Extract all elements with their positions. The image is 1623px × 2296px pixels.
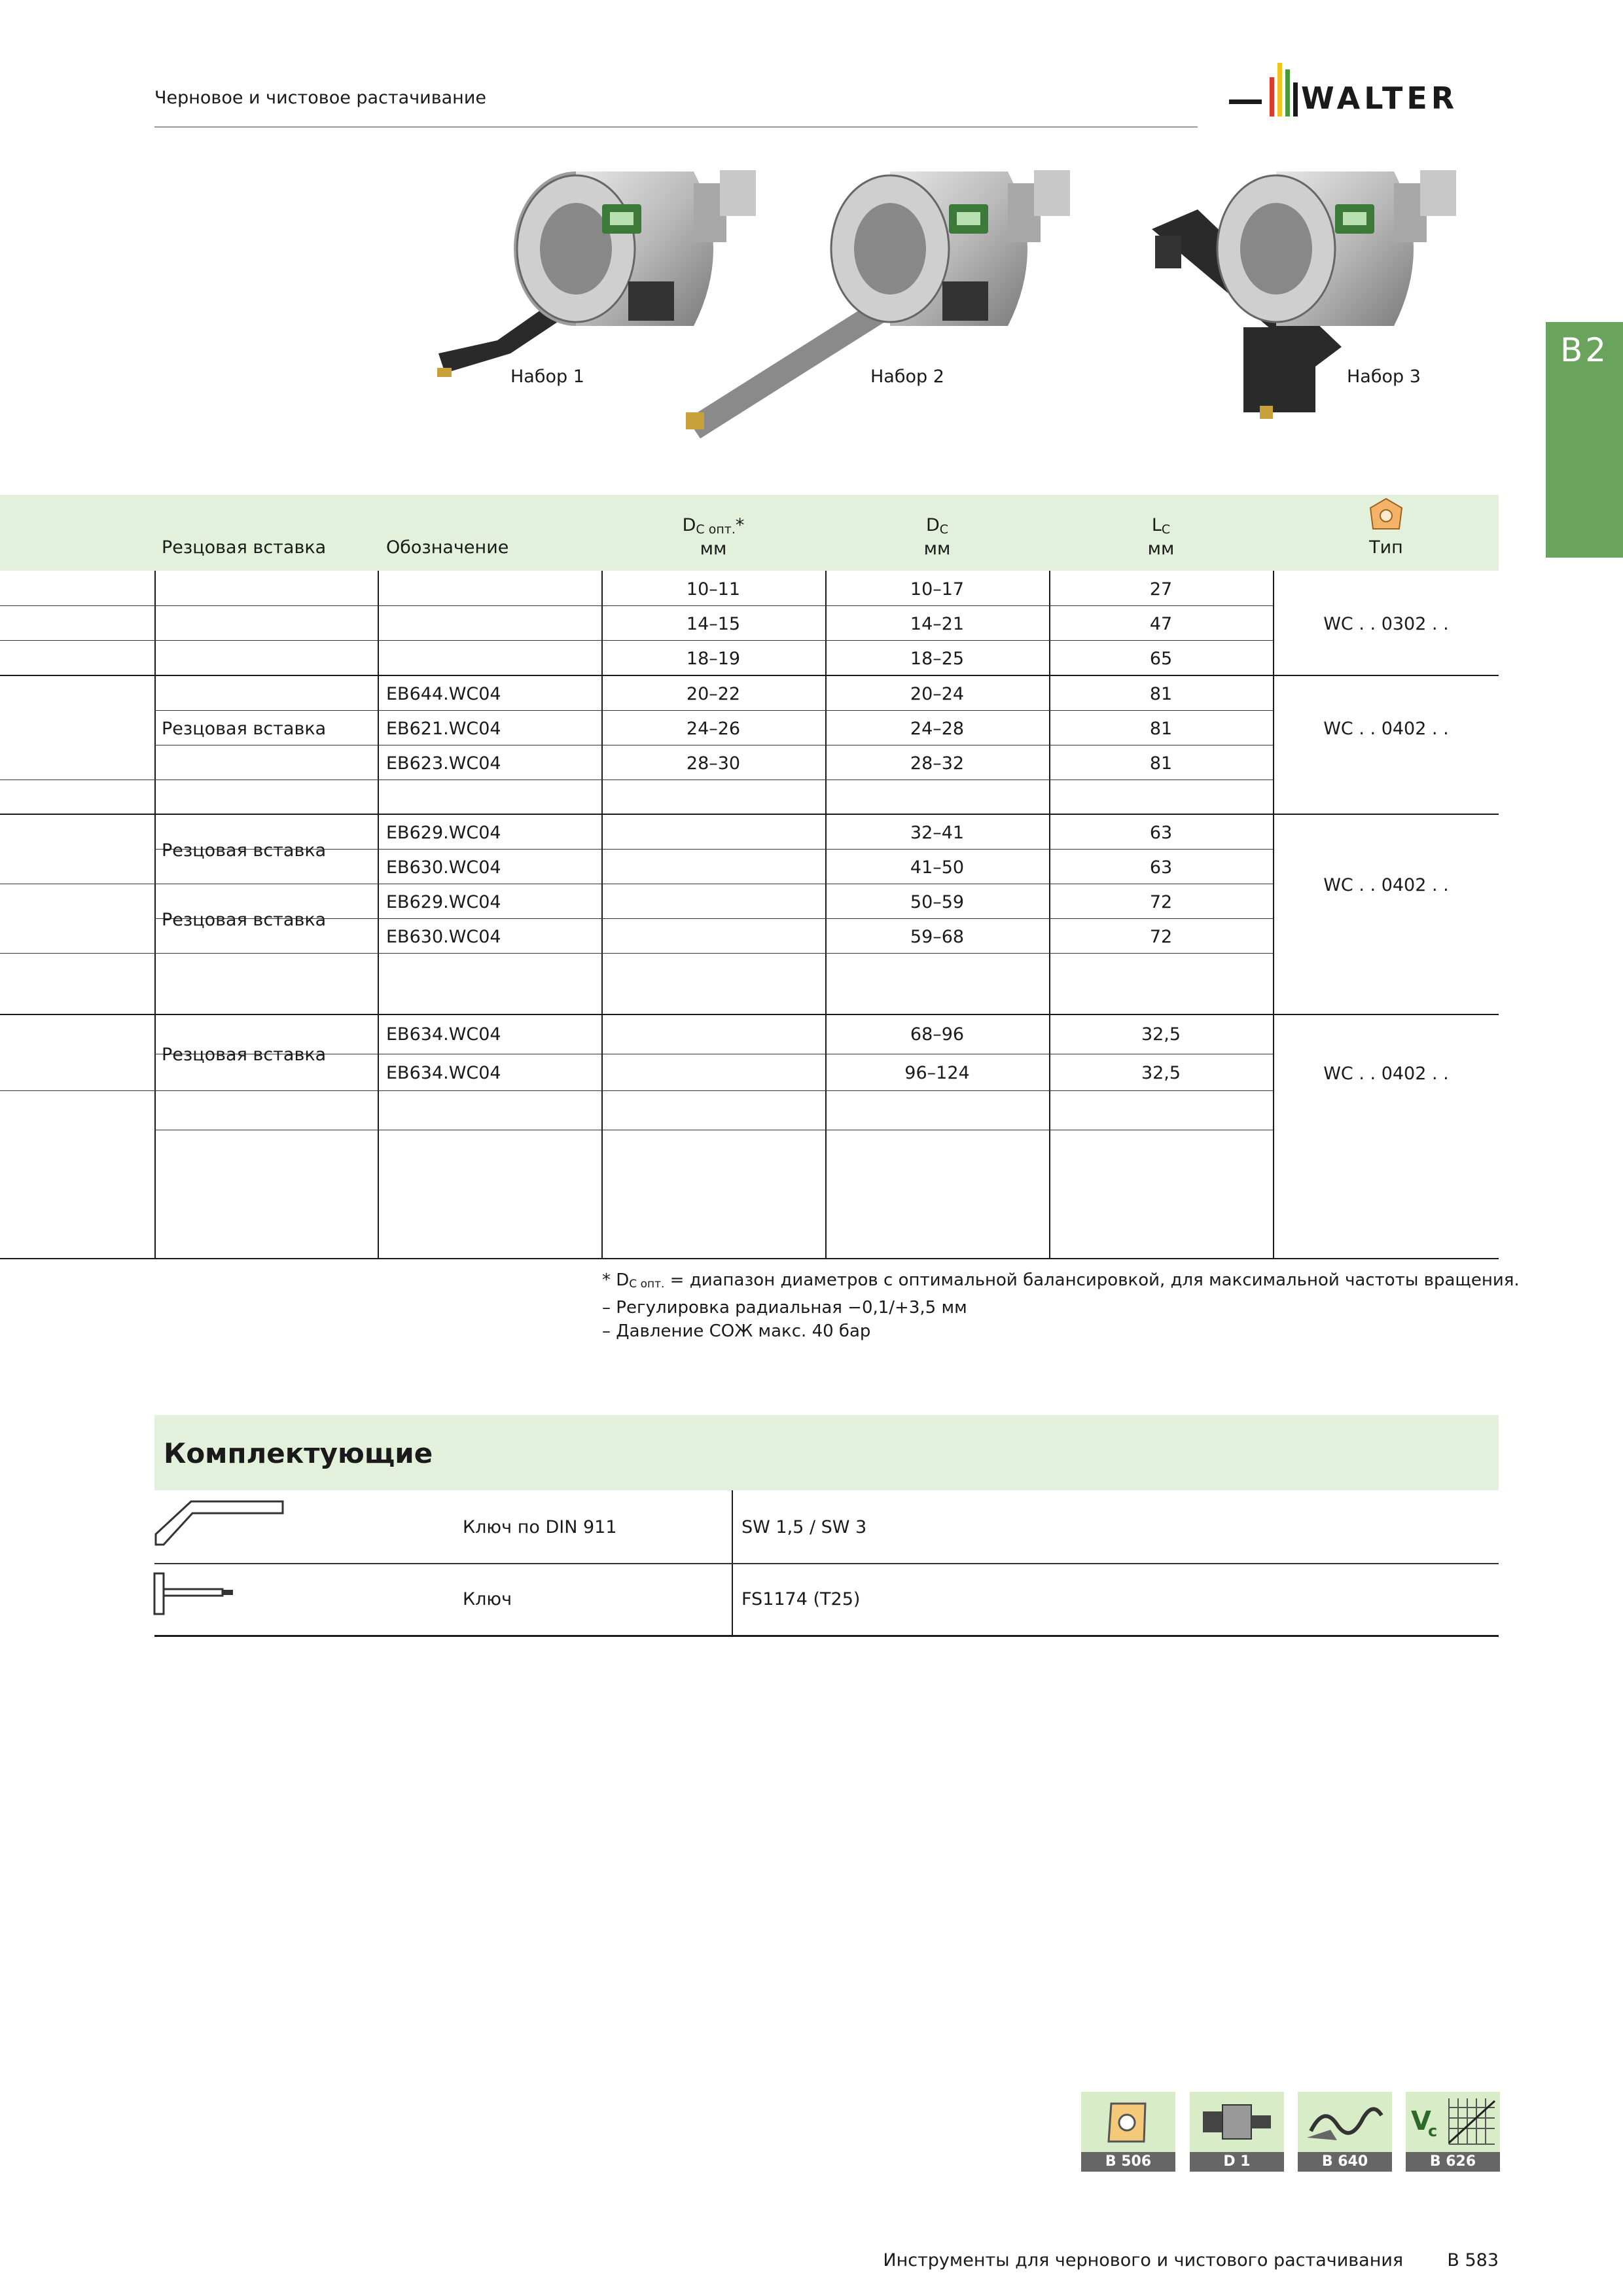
table-cell-lc: 81 bbox=[1149, 684, 1173, 704]
table-cell-lc: 65 bbox=[1149, 649, 1173, 669]
accessories-header bbox=[154, 1415, 1499, 1490]
brand-name: WALTER bbox=[1301, 81, 1459, 116]
page-footer bbox=[883, 2250, 1499, 2270]
col-header-insert: Резцовая вставка bbox=[162, 537, 327, 558]
table-column-rule bbox=[378, 571, 379, 1259]
table-row-rule bbox=[0, 1090, 1273, 1091]
set-1-label: Набор 1 bbox=[510, 367, 584, 387]
table-cell-dcopt: 18–19 bbox=[686, 649, 741, 669]
table-cell-designation: EB630.WC04 bbox=[386, 857, 501, 878]
hex-key-icon bbox=[152, 1498, 293, 1550]
table-cell-dc: 59–68 bbox=[910, 927, 965, 947]
header-divider bbox=[154, 126, 1198, 128]
col-header-designation: Обозначение bbox=[386, 537, 509, 558]
accessory-name: Ключ bbox=[463, 1589, 512, 1609]
table-cell-dc: 28–32 bbox=[910, 753, 965, 774]
table-cell-dcopt: 24–26 bbox=[686, 719, 741, 739]
table-cell-type: WC . . 0402 . . bbox=[1323, 1064, 1449, 1084]
table-cell-designation: EB629.WC04 bbox=[386, 892, 501, 912]
table-cell-dc: 24–28 bbox=[910, 719, 965, 739]
table-cell-lc: 81 bbox=[1149, 753, 1173, 774]
table-column-rule bbox=[601, 571, 603, 1259]
dc-unit: мм bbox=[923, 539, 951, 559]
dcopt-star: * bbox=[735, 515, 745, 535]
set-3-label: Набор 3 bbox=[1347, 367, 1421, 387]
table-cell-designation: EB621.WC04 bbox=[386, 719, 501, 739]
svg-text:c: c bbox=[1428, 2122, 1438, 2140]
table-cell-insert: Резцовая вставка bbox=[162, 1045, 327, 1065]
dcopt-symbol: D bbox=[682, 515, 696, 535]
table-row-rule bbox=[0, 953, 1273, 954]
footnote-adjustment: – Регулировка радиальная −0,1/+3,5 мм bbox=[602, 1298, 967, 1318]
page-number: B 583 bbox=[1447, 2250, 1499, 2270]
chip-icon bbox=[1298, 2092, 1392, 2152]
walter-logo bbox=[1224, 59, 1502, 131]
footnote-text: = диапазон диаметров с оптимальной балансировкой, для максимальной частоты вращения. bbox=[664, 1270, 1520, 1290]
table-cell-dc: 50–59 bbox=[910, 892, 965, 912]
accessories-bottom-rule bbox=[154, 1635, 1499, 1637]
set-3-image bbox=[1145, 157, 1512, 439]
dc-symbol: D bbox=[925, 515, 940, 535]
table-cell-type: WC . . 0302 . . bbox=[1323, 614, 1449, 634]
table-cell-lc: 32,5 bbox=[1141, 1024, 1181, 1045]
table-cell-dc: 96–124 bbox=[904, 1063, 970, 1083]
table-cell-dc: 10–17 bbox=[910, 579, 965, 600]
section-title: Черновое и чистовое растачивание bbox=[154, 88, 486, 108]
table-cell-designation: EB630.WC04 bbox=[386, 927, 501, 947]
set-2-image bbox=[674, 157, 1185, 445]
ref-label: B 640 bbox=[1298, 2152, 1392, 2172]
accessory-value: FS1174 (T25) bbox=[741, 1589, 861, 1609]
ref-insert[interactable] bbox=[1081, 2092, 1175, 2172]
table-block-rule bbox=[0, 1258, 1499, 1259]
insert-type-icon bbox=[1366, 496, 1406, 535]
table-column-rule bbox=[1049, 571, 1050, 1259]
ref-vc[interactable] bbox=[1406, 2092, 1500, 2172]
table-cell-dcopt: 20–22 bbox=[686, 684, 741, 704]
table-cell-lc: 63 bbox=[1149, 857, 1173, 878]
col-header-dc bbox=[826, 516, 1048, 559]
accessories-title: Комплектующие bbox=[164, 1437, 433, 1469]
table-cell-designation: EB623.WC04 bbox=[386, 753, 501, 774]
table-row-rule bbox=[0, 605, 1273, 606]
table-cell-lc: 32,5 bbox=[1141, 1063, 1181, 1083]
table-cell-insert: Резцовая вставка bbox=[162, 840, 327, 861]
table-footnote bbox=[602, 1268, 1520, 1343]
table-cell-designation: EB634.WC04 bbox=[386, 1063, 501, 1083]
table-block-rule bbox=[0, 675, 1499, 676]
ref-label: D 1 bbox=[1190, 2152, 1284, 2172]
t-key-icon bbox=[152, 1570, 237, 1622]
table-column-rule bbox=[154, 571, 156, 1259]
table-cell-dcopt: 10–11 bbox=[686, 579, 741, 600]
ref-adaptor[interactable] bbox=[1190, 2092, 1284, 2172]
col-header-type: Тип bbox=[1369, 537, 1403, 558]
table-cell-dc: 20–24 bbox=[910, 684, 965, 704]
table-cell-type: WC . . 0402 . . bbox=[1323, 875, 1449, 895]
table-cell-designation: EB634.WC04 bbox=[386, 1024, 501, 1045]
table-cell-designation: EB644.WC04 bbox=[386, 684, 501, 704]
table-cell-lc: 47 bbox=[1149, 614, 1173, 634]
table-column-rule bbox=[825, 571, 827, 1259]
accessory-value: SW 1,5 / SW 3 bbox=[741, 1517, 867, 1537]
table-cell-dcopt: 28–30 bbox=[686, 753, 741, 774]
ref-chip[interactable] bbox=[1298, 2092, 1392, 2172]
lc-subscript: C bbox=[1161, 522, 1171, 537]
table-cell-dcopt: 14–15 bbox=[686, 614, 741, 634]
dcopt-subscript: C опт. bbox=[696, 522, 736, 537]
section-tab bbox=[1546, 322, 1623, 558]
ref-label: B 506 bbox=[1081, 2152, 1175, 2172]
section-tab-label: B2 bbox=[1560, 331, 1609, 369]
accessories-divider-h bbox=[154, 1563, 1499, 1564]
table-cell-designation: EB629.WC04 bbox=[386, 823, 501, 843]
footnote-subscript: C опт. bbox=[629, 1278, 665, 1291]
table-cell-dc: 18–25 bbox=[910, 649, 965, 669]
table-block-rule bbox=[0, 814, 1499, 815]
footnote-prefix: * D bbox=[602, 1270, 630, 1290]
col-header-lc bbox=[1050, 516, 1272, 559]
table-row-rule bbox=[0, 640, 1273, 641]
table-cell-lc: 27 bbox=[1149, 579, 1173, 600]
ref-label: B 626 bbox=[1406, 2152, 1500, 2172]
footnote-coolant: – Давление СОЖ макс. 40 бар bbox=[602, 1321, 871, 1341]
lc-unit: мм bbox=[1147, 539, 1175, 559]
table-cell-lc: 72 bbox=[1149, 927, 1173, 947]
table-cell-dc: 68–96 bbox=[910, 1024, 965, 1045]
col-header-dcopt bbox=[602, 516, 825, 559]
table-column-rule bbox=[1273, 571, 1274, 1259]
table-cell-dc: 14–21 bbox=[910, 614, 965, 634]
svg-text:V: V bbox=[1411, 2106, 1431, 2136]
table-cell-dc: 32–41 bbox=[910, 823, 965, 843]
dcopt-unit: мм bbox=[700, 539, 727, 559]
footer-title: Инструменты для чернового и чистового растачивания bbox=[883, 2250, 1404, 2270]
table-block-rule bbox=[0, 1014, 1499, 1015]
vc-chart-icon bbox=[1406, 2092, 1500, 2152]
table-cell-insert: Резцовая вставка bbox=[162, 719, 327, 739]
lc-symbol: L bbox=[1151, 515, 1162, 535]
set-2-label: Набор 2 bbox=[870, 367, 944, 387]
table-cell-lc: 72 bbox=[1149, 892, 1173, 912]
adaptor-icon bbox=[1190, 2092, 1284, 2152]
table-row-rule bbox=[154, 710, 1273, 711]
table-cell-lc: 63 bbox=[1149, 823, 1173, 843]
table-cell-dc: 41–50 bbox=[910, 857, 965, 878]
accessory-name: Ключ по DIN 911 bbox=[463, 1517, 617, 1537]
table-cell-insert: Резцовая вставка bbox=[162, 910, 327, 930]
table-cell-type: WC . . 0402 . . bbox=[1323, 719, 1449, 739]
table-cell-lc: 81 bbox=[1149, 719, 1173, 739]
insert-icon bbox=[1081, 2092, 1175, 2152]
dc-subscript: C bbox=[939, 522, 949, 537]
